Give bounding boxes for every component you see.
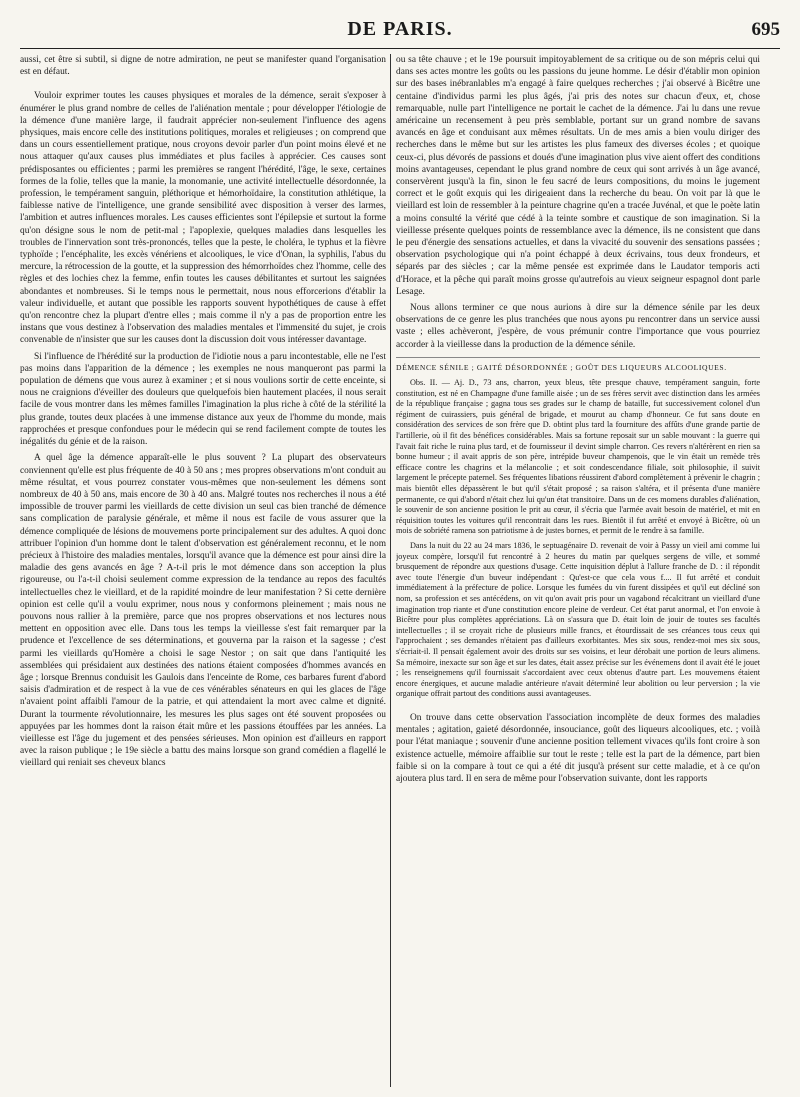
paragraph: aussi, cet être si subtil, si digne de notre admiration, ne peut se manifester quand l'organisation est en défaut. — [20, 55, 386, 78]
spacer — [20, 82, 386, 90]
case-paragraph: Dans la nuit du 22 au 24 mars 1836, le septuagénaire D. revenait de voir à Passy un vieil ami comme lui joyeux compère, lorsqu'il fut rencontré à 2 heures du matin par quelques sergens de ville, et sommé brusquement de répondre aux questions d'usage. Cette inquisition déplut à l'allure franche de D. : il répondit avec toute l'énergie d'un buveur indépendant : Qu'est-ce que cela vous f.... Il fut arrêté et conduit immédiatement à la préfecture de police. Lorsque les fumées du vin furent dissipées et qu'il eut décliné son nom, sa profession et ses antécédens, on vit qu'on avait pris pour un vagabond récalcitrant un vieillard d'une imagination trop riante et d'une constitution encore pleine de verdeur. Cet état parut anormal, et l'on envoie à Bicêtre pour plus complètes appréciations. Là on s'assura que D. était loin de jouir de toutes ses facultés intellectuelles ; il se croyait riche de plusieurs mille francs, et étourdissait de ses créances tous ceux qui l'approchaient ; ses demandes n'étaient pas d'ailleurs exorbitantes. Mes six sous, rendez-moi mes six sous, s'écriait-il. Il pensait également avoir des droits sur ses voisins, et leur dérobait une portion de leurs alimens. Sa mémoire, inexacte sur son âge et sur les dates, était assez précise sur les événemens dont il avait été le jouet ; les renseignemens qu'il fournissait s'accordaient avec ceux obtenus d'autre part. Les mouvemens étaient encore énergiques, et aucune maladie antérieure n'avait déterminé leur abolition ou leur perversion ; la vie organique offrait partout des conditions aussi avantageuses. — [396, 540, 760, 699]
case-paragraph: Obs. II. — Aj. D., 73 ans, charron, yeux bleus, tête presque chauve, tempérament sanguin, forte constitution, est né en Champagne d'une famille aisée ; un de ses frères servit avec distinction dans les armées de la république française ; gagna tous ses grades sur le champ de bataille, fut successivement colonel d'un régiment de cuirassiers, puis général de brigade, et mourut au champ d'honneur. Ce fut sans doute en considération des services de son frère que D. obtint plus tard la fourniture des affûts d'une grande partie de l'artillerie, où il fit des bénéfices considérables. Mais sa fortune reposait sur un sable mouvant : la guerre qui l'avait fait riche le ruina plus tard, et de fournisseur il devint simple charron. Ces revers n'altérèrent en rien sa bonne humeur ; il avait appris de son père, intrépide buveur champenois, que le vin était un remède très efficace contre les chagrins et la mélancolie ; et soit condescendance filiale, soit philosophie, il suivit largement le précepte paternel. Ses fréquentes libations réussirent d'abord complètement à prévenir le chagrin ; mais bientôt elles dépassèrent le but qu'il s'était proposé ; sa raison s'altéra, et il présenta d'une manière permanente, ce qui d'abord n'était chez lui qu'un état transitoire. Dans un de ces momens durables d'aliénation, le souvenir de son ancienne position le prit au cœur, il s'écria que l'armée avait besoin de matériel, et mit en réquisition toutes les voitures qu'il rencontrait dans les rues. Bientôt il fut arrêté et envoyé à Bicêtre, où un mois de sobriété ramena son patriotisme à de justes bornes, et permit de le rendre à sa famille. — [396, 378, 760, 536]
header-rule — [20, 48, 780, 49]
case-heading: DÉMENCE SÉNILE ; GAITÉ DÉSORDONNÉE ; GOÛT DES LIQUEURS ALCOOLIQUES. — [396, 357, 760, 374]
left-column — [20, 54, 386, 1087]
page-title: DE PARIS. — [347, 18, 453, 40]
paragraph: On trouve dans cette observation l'association incomplète de deux formes des maladies mentales ; agitation, gaieté désordonnée, insouciance, goût des liqueurs alcooliques, etc. ; voilà pour l'état maniaque ; souvenir d'une ancienne position tellement vivaces qu'ils font croire à son existence actuelle, mémoire affaiblie sur tout le reste ; telle est la part de la démence, part bien faible si on la compare à tout ce qui a été dit jusqu'à présent sur cette maladie, et à ce qu'on ajoutera plus tard. Il en sera de même pour l'observation suivante, dont les rapports — [396, 712, 760, 784]
column-divider — [390, 54, 391, 1087]
page-number: 695 — [751, 19, 780, 40]
paragraph: Si l'influence de l'hérédité sur la production de l'idiotie nous a paru incontestable, elle ne l'est pas moins dans l'apparition de la démence ; les exemples ne nous manqueront pas parmi la population de démens que vous aurez à examiner ; et si nous voulions sortir de cette enceinte, si nous ne craignions d'éveiller des douleurs que quelquefois bien hautement placées, il nous serait facile de vous montrer dans les mêmes familles l'imagination la plus riche à côté de la stérilité la plus grande, toutes deux placées à une immense distance aux yeux de l'homme du monde, mais rapprochées et presque confondues pour le médecin qui se rend facilement compte de toutes les inégalités du génie et de la raison. — [20, 351, 386, 448]
paragraph: Vouloir exprimer toutes les causes physiques et morales de la démence, serait s'exposer à énumérer le plus grand nombre de celles de l'aliénation mentale ; pour développer l'étiologie de la démence d'une manière large, il faudrait apprécier non-seulement l'influence des agens physiques, mais encore celle des institutions politiques, morales et religieuses ; on comprend que dans un cours essentiellement pratique, nous croyons devoir parler d'un point moins élevé et ne nous attaquer qu'aux causes plus immédiates et plus faciles à apprécier. Ces causes sont prédisposantes ou efficientes ; parmi les premières se rangent l'hérédité, l'âge, le sexe, certaines formes de la folie, telles que la manie, la monomanie, une activité intellectuelle désordonnée, la profession, le tempérament sanguin, pléthorique et hémorhoïdaire, la constitution athlétique, la faiblesse native de l'intelligence, une grande sensibilité avec disposition à verser des larmes, l'ambition et autres influences morales. Les causes efficientes sont l'épilepsie et surtout la forme qu'on désigne sous le nom de petit-mal ; l'apoplexie, quelques maladies dans lesquelles les troubles de l'innervation sont très-prononcés, telles que la peste, le choléra, le typhus et la fièvre typhoïde ; l'encéphalite, les excès vénériens et alcooliques, le vice d'Onan, la syphilis, l'abus du mercure, la rétrocession de la goutte, et la suppression des hémorrhoïdes chez l'homme, celle des règles et des lochies chez la femme, enfin toutes les causes débilitantes et surtout les saignées abondantes et nombreuses. Si le temps nous le permettait, nous nous efforcerions d'établir la valeur individuelle, et autant que possible les rapports souvent hypothétiques de cause à effet qu'on rencontre chez la plupart d'entre elles ; mais comme il n'y a pas de proportion entre les instans que vous destinez à l'observation des maladies mentales et l'immensité du sujet, je crois convenable de n'insister que sur les causes dont la discussion doit vous intéresser davantage. — [20, 91, 386, 346]
right-column — [396, 54, 760, 1087]
spacer — [396, 704, 760, 712]
paragraph: ou sa tête chauve ; et le 19e poursuit impitoyablement de sa critique ou de son mépris celui qui dans ses actes montre les goûts ou les passions du jeune homme. Le désir d'établir mon opinion sur des bases inébranlables m'a engagé à faire quelques recherches ; j'ai observé à Bicêtre une centaine d'individus parmi les plus âgés, j'ai pris des notes sur chacun d'eux, et, chose remarquable, nulle part l'intelligence ne portait le cachet de la démence. J'ai lu dans une revue américaine un recensement à peu près semblable, portant sur un grand nombre de savans avancés en âge et conduisant aux mêmes résultats. Un de mes amis a bien voulu diriger des recherches dans le même but sur les artistes les plus fameux des diverses écoles ; et quoique ceux-ci, plus dévorés de passions et doués d'une imagination plus vive aient offert des conditions moins avantageuses, cependant le plus grand nombre de ceux qui sont arrivés à un âge avancé, conservèrent jusqu'à la fin, sinon le feu sacré de leurs compositions, du moins le jugement correct et le goût exquis qui les dirigeaient dans la recherche du beau. On voit par là que le vieillard est loin de ressembler à la peinture chagrine qu'en a tracée Juvénal, et que le poète latin a moins consulté la vérité que cédé à la teinte sombre et caustique de son imagination. Si la vieillesse présente quelques points de ressemblance avec la démence, ils ne consistent que dans le peu d'énergie des sensations actuelles, et dans la vivacité du souvenir des sensations passées ; observation psychologique qui n'a point échappé à deux écrivains, tous deux frondeurs, et séparés par des siècles ; car la même pensée est exprimée dans le Laudator temporis acti d'Horace, et la pêche qui paraît moins grosse qu'autrefois au vieux seigneur espagnol dont parle Lesage. — [396, 55, 760, 297]
paragraph: A quel âge la démence apparaît-elle le plus souvent ? La plupart des observateurs conviennent qu'elle est plus fréquente de 40 à 50 ans ; mes propres observations m'ont conduit au même résultat, et vous pourrez constater vous-mêmes que non-seulement les démens sont nombreux de 40 à 50 ans, mais encore de 30 à 40 ans. Malgré toutes nos recherches il nous a été impossible de trouver parmi les vieillards de cette division un seul cas bien tranché de démence sans complication de paralysie générale, et même il nous est facile de vous assurer que la démence compliquée de lésions de mouvemens porte principalement sur des adultes. A quoi donc attribuer l'opinion d'un homme dont le talent d'observation est généralement reconnu, et le nom précieux à l'histoire des maladies mentales, lorsqu'il avance que la démence est pour ainsi dire la maladie des gens avancés en âge ? A-t-il pris le mot démence dans son acception la plus rigoureuse, ou l'a-t-il choisi seulement comme expression de la tendance au repos des facultés intellectuelles chez le vieillard, et de la rapidité moindre de leur manifestation ? Si cette dernière opinion est celle qu'il a voulu exprimer, nous nous y conformons pleinement ; mais nous ne pouvons nous rallier à la première, parce que nos propres observations et nos lectures nous mettent en opposition avec elle. Dans tous les temps la vieillesse s'est fait remarquer par la prudence et l'excellence de ses déterminations, et gouverna par la raison et la sagesse ; c'est parmi les vieillards qu'Homère a choisi le sage Nestor ; on sait que dans l'antiquité les assemblées qui présidaient aux destinées des nations étaient composées d'hommes avancés en âge ; lorsque Brennus conduisit les Gaulois dans l'enceinte de Rome, ces barbares furent d'abord saisis d'admiration et de respect à la vue de ces vénérables sénateurs en qui les glaces de l'âge n'avaient point affaibli l'amour de la patrie, et qui attendaient la mort avec calme et dignité. Durant la tourmente révolutionnaire, les mesures les plus sages ont été souvent proposées ou appuyées par les hommes dont la raison était mûre et les passions étouffées par les années. La vieillesse est l'âge du jugement et des pensées sérieuses. Mon opinion est d'ailleurs en rapport avec la raison publique ; le 19e siècle a battu des mains lorsque son grand comédien a flagellé le vieillard qui reniait ses cheveux blancs — [20, 453, 386, 769]
paragraph: Nous allons terminer ce que nous aurions à dire sur la démence sénile par les deux observations de ce genre les plus tranchées que nous ayons pu rencontrer dans un service aussi vaste ; elles achèveront, j'espère, de vous prémunir contre l'importance que vous pourriez accorder à la vieillesse dans la production de la démence sénile. — [396, 303, 760, 350]
page-header — [20, 18, 780, 44]
